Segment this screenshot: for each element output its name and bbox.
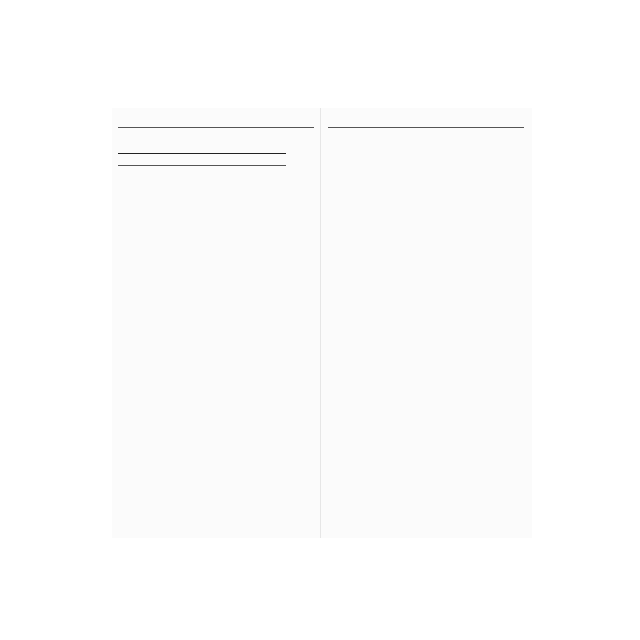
header-category bbox=[118, 154, 156, 166]
right-header-rule bbox=[328, 127, 524, 128]
page-gutter bbox=[320, 108, 321, 538]
table-header-row bbox=[118, 154, 286, 166]
left-running-head bbox=[118, 112, 122, 125]
left-header-rule bbox=[118, 127, 314, 128]
right-running-head bbox=[420, 112, 524, 125]
book-spread bbox=[112, 108, 532, 538]
header-examples bbox=[156, 154, 286, 166]
rent-sources-table bbox=[118, 153, 286, 166]
